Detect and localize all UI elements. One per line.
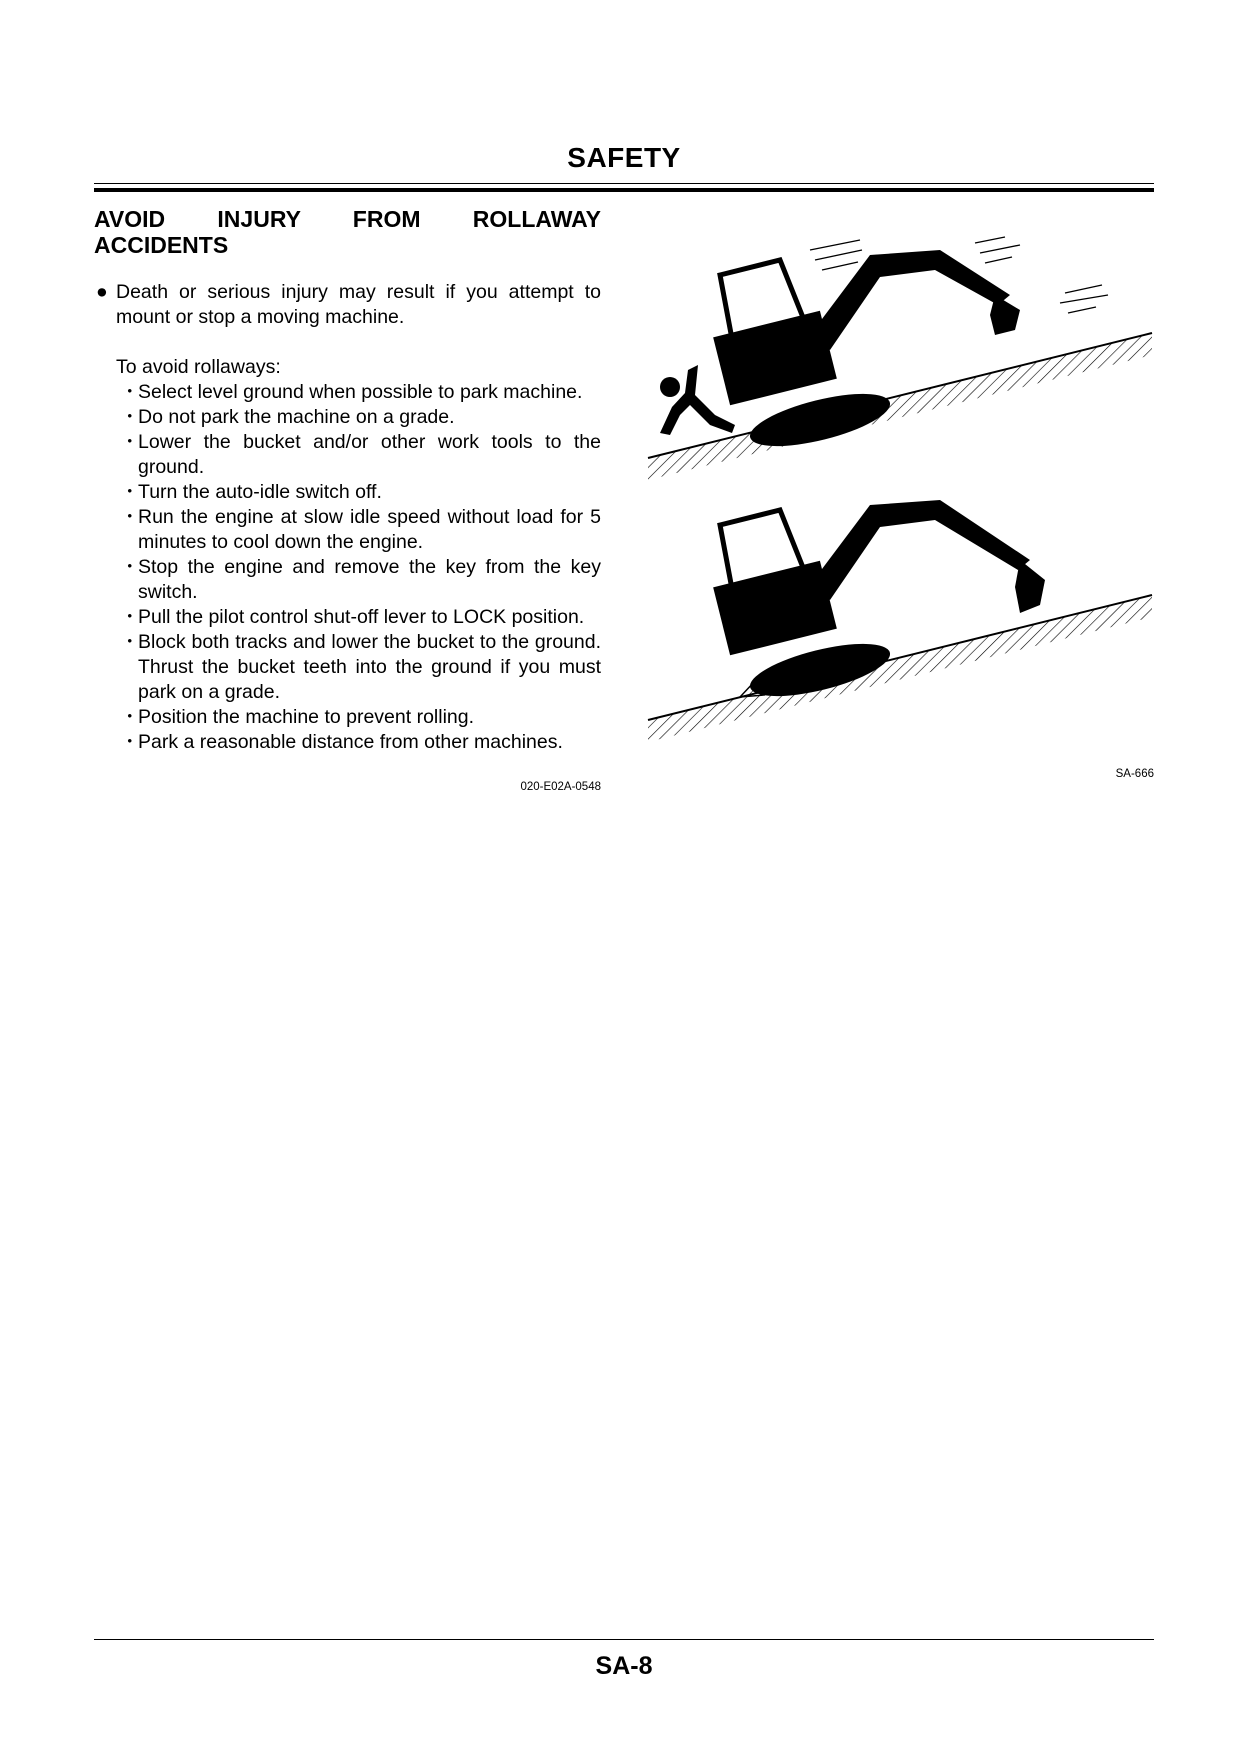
step-marker-icon: ・ [120, 381, 140, 403]
list-item: ・ Block both tracks and lower the bucket to the ground. Thrust the bucket teeth into the ground if you must park on a grade. [120, 631, 601, 703]
step-marker-icon: ・ [120, 706, 140, 728]
header-rule-thin [94, 183, 1154, 184]
footer-rule [94, 1639, 1154, 1640]
reference-code: 020-E02A-0548 [520, 781, 601, 793]
step-marker-icon: ・ [120, 406, 140, 428]
step-marker-icon: ・ [120, 431, 140, 453]
page-title: SAFETY [567, 142, 681, 173]
section-title-line2: ACCIDENTS [94, 232, 229, 258]
bullet-icon: ● [96, 281, 108, 303]
page-number: SA-8 [595, 1652, 653, 1680]
list-item: ・ Stop the engine and remove the key from the key switch. [120, 556, 601, 603]
list-item: ・ Run the engine at slow idle speed without load for 5 minutes to cool down the engine. [120, 506, 601, 553]
step-marker-icon: ・ [120, 631, 140, 653]
list-item: ・ Park a reasonable distance from other machines. [120, 731, 563, 753]
step-list [94, 380, 601, 755]
list-item: ・ Position the machine to prevent rolling. [120, 706, 475, 728]
step-marker-icon: ・ [120, 481, 140, 503]
list-item: ・ Turn the auto-idle switch off. [120, 481, 382, 503]
parked-excavator-scene [648, 500, 1152, 742]
warning-text: Death or serious injury may result if you attempt to mount or stop a moving machine. [116, 281, 601, 328]
intro-text: To avoid rollaways: [116, 356, 281, 378]
rolling-excavator-scene [648, 237, 1152, 480]
figure-code: SA-666 [1115, 768, 1154, 780]
list-item: ・ Pull the pilot control shut-off lever to LOCK position. [120, 606, 585, 628]
rollaway-illustration [640, 215, 1160, 775]
step-marker-icon: ・ [120, 606, 140, 628]
list-item: ・ Select level ground when possible to park machine. [120, 381, 583, 403]
list-item: ・ Lower the bucket and/or other work tools to the ground. [120, 431, 601, 478]
step-marker-icon: ・ [120, 506, 140, 528]
warning-bullet [94, 280, 601, 330]
list-item: ・ Do not park the machine on a grade. [120, 406, 455, 428]
section-title [94, 206, 601, 258]
step-marker-icon: ・ [120, 731, 140, 753]
step-marker-icon: ・ [120, 556, 140, 578]
excavator-silhouette-top [713, 250, 1020, 457]
text-column [94, 206, 601, 793]
header-rule-thick [94, 188, 1154, 192]
section-title-line1: AVOID INJURY FROM ROLLAWAY [94, 206, 601, 232]
